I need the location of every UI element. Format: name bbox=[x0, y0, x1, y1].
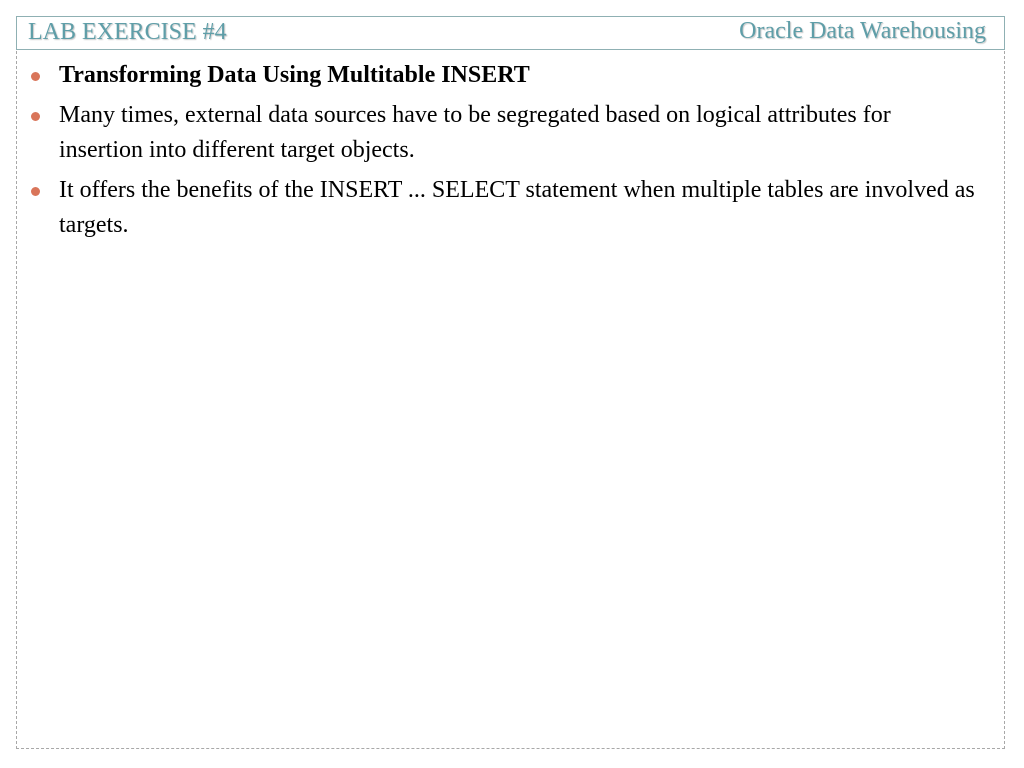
bullet-text: It offers the benefits of the INSERT ... SELECT statement when multiple tables are involved as targets. bbox=[59, 177, 975, 238]
bullet-item bbox=[28, 98, 978, 168]
bullet-list bbox=[28, 58, 978, 243]
bullet-dot-icon bbox=[31, 187, 40, 196]
course-title: Oracle Data Warehousing bbox=[739, 18, 986, 44]
bullet-dot-icon bbox=[31, 112, 40, 121]
bullet-dot-icon bbox=[31, 72, 40, 81]
slide-title: LAB EXERCISE #4 bbox=[28, 19, 227, 45]
slide-content bbox=[28, 58, 978, 248]
bullet-item bbox=[28, 173, 978, 243]
bullet-text: Transforming Data Using Multitable INSERT bbox=[59, 62, 530, 88]
bullet-text: Many times, external data sources have to be segregated based on logical attributes for insertion into different target objects. bbox=[59, 102, 891, 163]
bullet-item bbox=[28, 58, 978, 93]
